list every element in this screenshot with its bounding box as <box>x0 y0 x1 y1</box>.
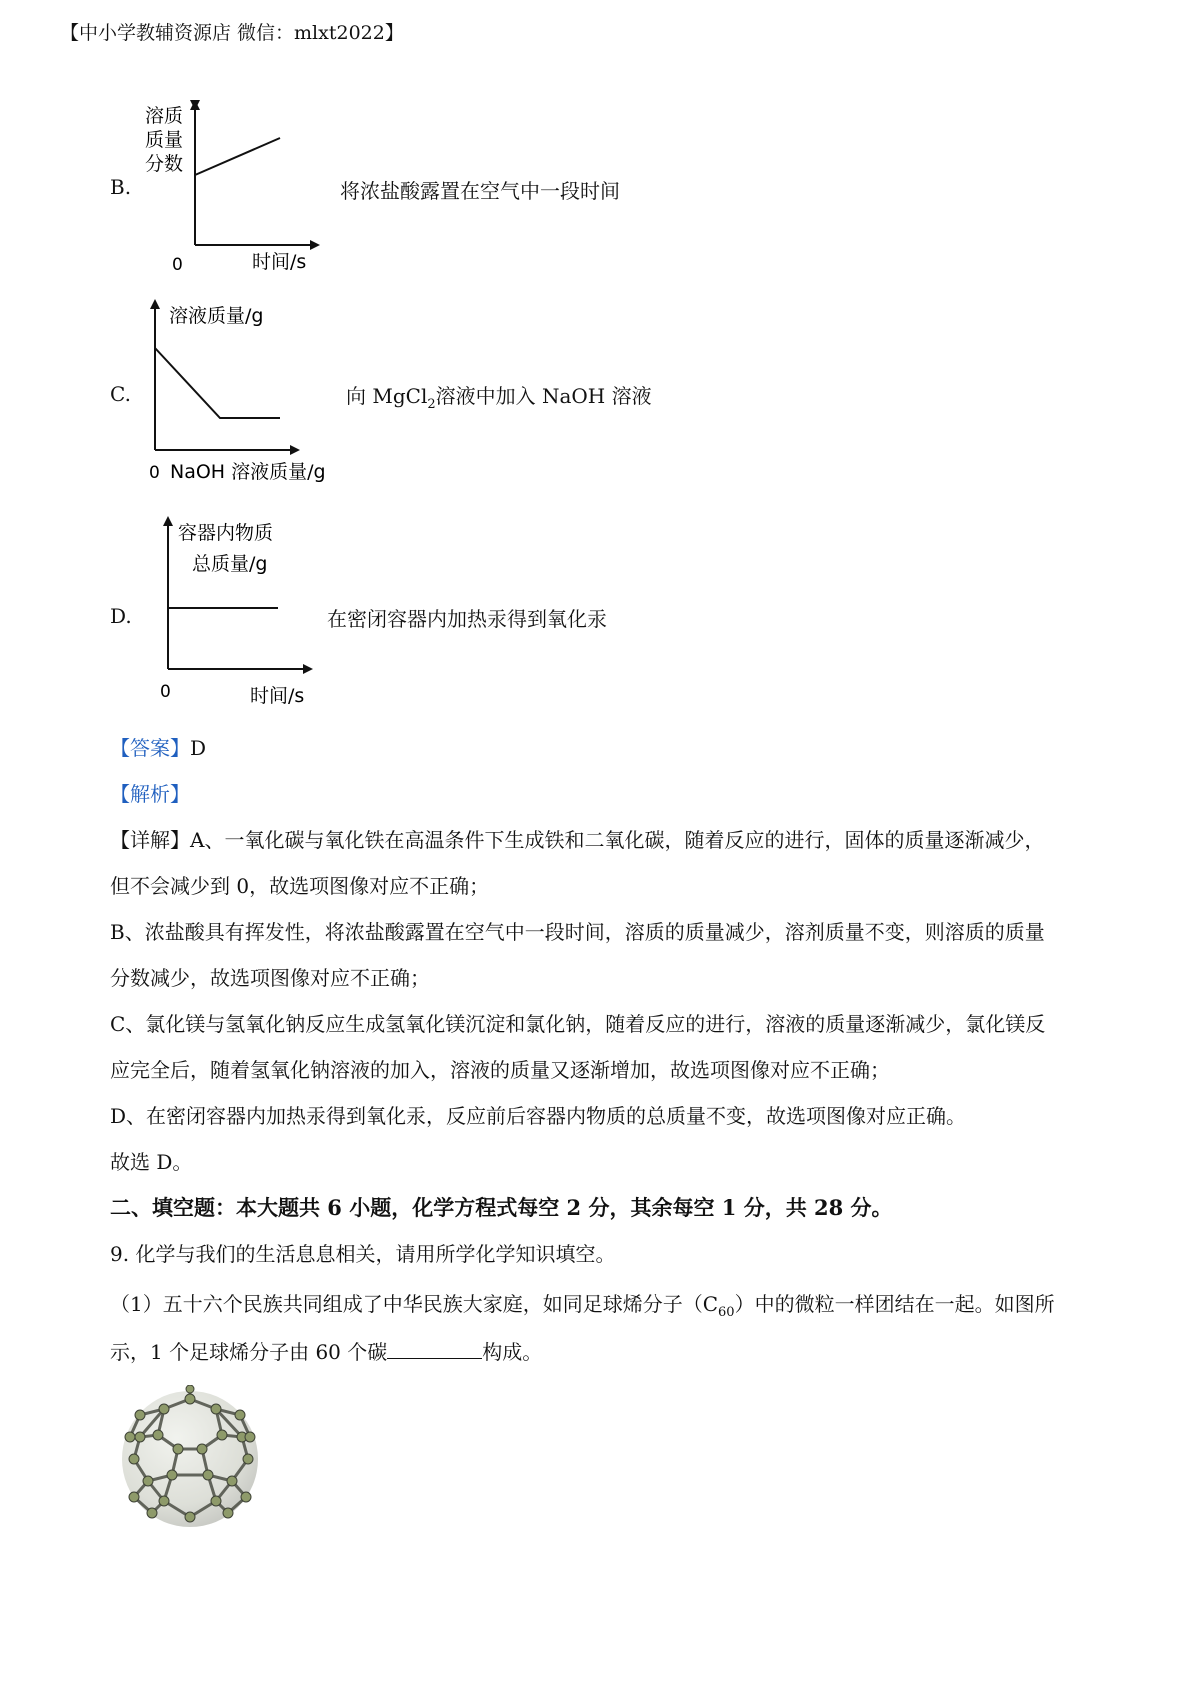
data-line <box>155 348 280 418</box>
option-d-label: D. <box>110 604 132 628</box>
detail-line-3: B、浓盐酸具有挥发性，将浓盐酸露置在空气中一段时间，溶质的质量减少，溶剂质量不变，则溶质的质量 <box>110 920 1045 944</box>
question-part1-line2: 示，1 个足球烯分子由 60 个碳 构成。 <box>110 1340 543 1364</box>
y-axis-label-line2: 质量 <box>145 129 184 151</box>
origin-label: 0 <box>172 255 183 275</box>
section-heading: 二、填空题：本大题共 6 小题，化学方程式每空 2 分，其余每空 1 分，共 28 分。 <box>110 1195 893 1220</box>
answer-tag: 【答案】 <box>110 736 190 760</box>
detail-line-6: 应完全后，随着氢氧化钠溶液的加入，溶液的质量又逐渐增加，故选项图像对应不正确； <box>110 1058 890 1082</box>
option-c-description: 向 MgCl$_2$溶液中加入 NaOH 溶液 <box>346 384 652 412</box>
detail-line-1: 【详解】A、一氧化碳与氧化铁在高温条件下生成铁和二氧化碳，随着反应的进行，固体的质量逐渐减少， <box>110 828 1045 852</box>
option-c-label: C. <box>110 382 131 406</box>
analysis-line <box>110 771 1110 817</box>
x-axis-label: 时间/s <box>250 685 305 707</box>
y-axis-label-line3: 分数 <box>145 153 184 175</box>
origin-label: 0 <box>160 682 171 702</box>
buckyball-image <box>112 1385 268 1533</box>
answer-value: D <box>190 736 207 760</box>
option-c-graph <box>145 298 375 488</box>
data-line <box>195 138 280 175</box>
detail-line-5: C、氯化镁与氢氧化钠反应生成氢氧化镁沉淀和氯化钠，随着反应的进行，溶液的质量逐渐减少，氯化镁反 <box>110 1012 1046 1036</box>
option-b-graph <box>140 100 360 280</box>
detail-line-2: 但不会减少到 0，故选项图像对应不正确； <box>110 874 490 898</box>
option-d-description: 在密闭容器内加热汞得到氧化汞 <box>327 607 607 631</box>
detail-tag: 【详解】 <box>110 828 190 852</box>
y-axis-label-line1: 溶质 <box>145 105 184 127</box>
detail-line-4: 分数减少，故选项图像对应不正确； <box>110 966 430 990</box>
y-axis-label-line1: 容器内物质 <box>178 522 274 544</box>
option-b-description: 将浓盐酸露置在空气中一段时间 <box>340 179 620 203</box>
x-axis-label: NaOH 溶液质量/g <box>170 461 326 483</box>
question-stem: 9. 化学与我们的生活息息相关，请用所学化学知识填空。 <box>110 1242 616 1266</box>
y-axis-label: 溶液质量/g <box>169 305 264 327</box>
analysis-tag: 【解析】 <box>110 782 190 806</box>
page-header: 【中小学教辅资源店 微信：mlxt2022】 <box>60 22 404 44</box>
option-b-label: B. <box>110 175 132 199</box>
x-axis-label: 时间/s <box>252 251 307 273</box>
y-axis-label-line2: 总质量/g <box>192 553 268 575</box>
detail-line-7: D、在密闭容器内加热汞得到氧化汞，反应前后容器内物质的总质量不变，故选项图像对应正确。 <box>110 1104 967 1128</box>
answer-line <box>110 725 1110 771</box>
origin-label: 0 <box>149 463 160 483</box>
answer-blank[interactable] <box>387 1340 482 1359</box>
question-part1-line1: （1）五十六个民族共同组成了中华民族大家庭，如同足球烯分子$(C_{60})$中的微粒一样团结在一起。如图所 <box>110 1292 1055 1320</box>
detail-line-8: 故选 D。 <box>110 1150 193 1174</box>
